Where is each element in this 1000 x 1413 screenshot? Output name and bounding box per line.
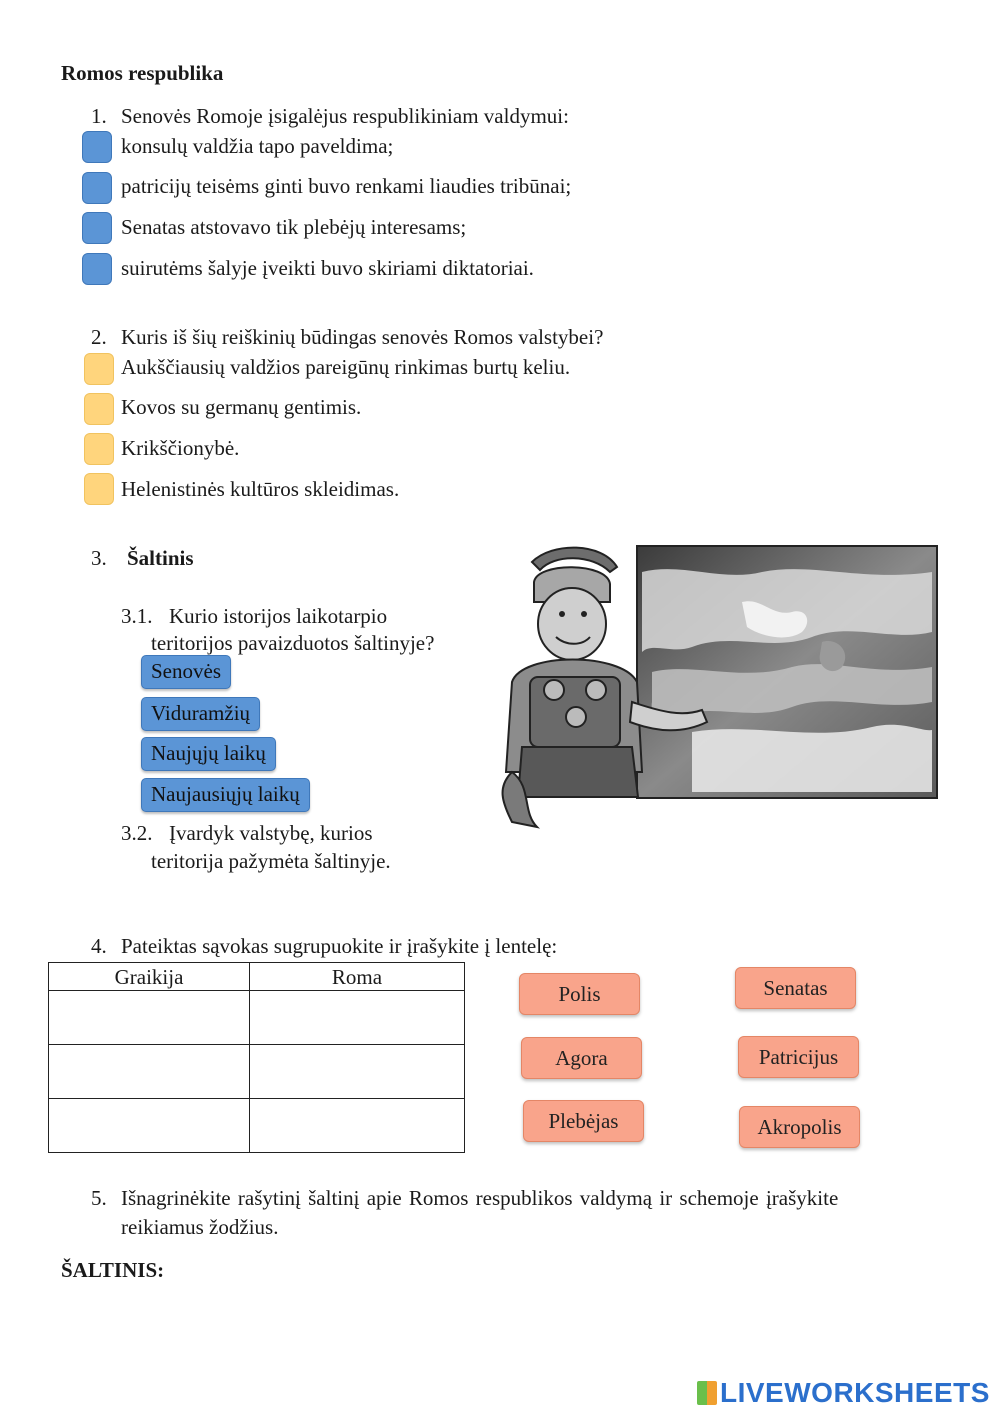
q31-question-line2: teritorijos pavaizduotos šaltinyje? bbox=[151, 631, 435, 655]
q31-option-1[interactable]: Senovės bbox=[141, 655, 231, 689]
q32-question-line1: Įvardyk valstybę, kurios bbox=[169, 821, 373, 845]
drag-tag-senatas[interactable]: Senatas bbox=[735, 967, 856, 1009]
q1-number: 1. bbox=[91, 104, 107, 128]
drag-tag-plebejas[interactable]: Plebėjas bbox=[523, 1100, 644, 1142]
q2-checkbox-1[interactable] bbox=[84, 353, 114, 385]
drop-cell[interactable] bbox=[49, 991, 250, 1045]
q1-option-3: Senatas atstovavo tik plebėjų interesams; bbox=[121, 215, 467, 239]
q2-question: Kuris iš šių reiškinių būdingas senovės Romos valstybei? bbox=[121, 325, 604, 349]
logo-badge-icon bbox=[697, 1381, 717, 1405]
q32-number: 3.2. bbox=[121, 821, 153, 845]
q1-option-4: suirutėms šalyje įveikti buvo skiriami diktatoriai. bbox=[121, 256, 534, 280]
q2-number: 2. bbox=[91, 325, 107, 349]
q1-question: Senovės Romoje įsigalėjus respublikiniam valdymui: bbox=[121, 104, 569, 128]
q1-checkbox-3[interactable] bbox=[82, 212, 112, 244]
drag-tag-akropolis[interactable]: Akropolis bbox=[739, 1106, 860, 1148]
drag-tag-patricijus[interactable]: Patricijus bbox=[738, 1036, 859, 1078]
q5-question-line1: Išnagrinėkite rašytinį šaltinį apie Romos respublikos valdymą ir schemoje įrašykite bbox=[121, 1186, 839, 1210]
liveworksheets-logo bbox=[697, 1377, 990, 1409]
q2-option-3: Krikščionybė. bbox=[121, 436, 240, 460]
q2-option-4: Helenistinės kultūros skleidimas. bbox=[121, 477, 400, 501]
column-header-roma: Roma bbox=[250, 963, 465, 991]
q1-option-1: konsulų valdžia tapo paveldima; bbox=[121, 134, 394, 158]
table-row bbox=[49, 1099, 465, 1153]
q4-question: Pateiktas sąvokas sugrupuokite ir įrašykite į lentelę: bbox=[121, 934, 558, 958]
column-header-graikija: Graikija bbox=[49, 963, 250, 991]
q31-question-line1: Kurio istorijos laikotarpio bbox=[169, 604, 388, 628]
q2-checkbox-2[interactable] bbox=[84, 393, 114, 425]
q4-number: 4. bbox=[91, 934, 107, 958]
grouping-table bbox=[48, 962, 465, 1153]
q31-option-3[interactable]: Naujųjų laikų bbox=[141, 737, 276, 771]
source-heading: ŠALTINIS: bbox=[61, 1258, 165, 1282]
drop-cell[interactable] bbox=[250, 991, 465, 1045]
drop-cell[interactable] bbox=[250, 1099, 465, 1153]
q3-number: 3. bbox=[91, 546, 107, 570]
table-row bbox=[49, 991, 465, 1045]
drag-tag-polis[interactable]: Polis bbox=[519, 973, 640, 1015]
q2-option-2: Kovos su germanų gentimis. bbox=[121, 395, 362, 419]
q3-title: Šaltinis bbox=[127, 546, 194, 570]
map-image bbox=[637, 546, 937, 798]
source-illustration bbox=[492, 542, 942, 832]
drop-cell[interactable] bbox=[49, 1045, 250, 1099]
q1-checkbox-2[interactable] bbox=[82, 172, 112, 204]
q31-number: 3.1. bbox=[121, 604, 153, 628]
table-row bbox=[49, 1045, 465, 1099]
q1-checkbox-1[interactable] bbox=[82, 131, 112, 163]
q2-checkbox-4[interactable] bbox=[84, 473, 114, 505]
drop-cell[interactable] bbox=[49, 1099, 250, 1153]
q31-option-2[interactable]: Viduramžių bbox=[141, 697, 260, 731]
logo-text: LIVEWORKSHEETS bbox=[720, 1377, 990, 1408]
page-title: Romos respublika bbox=[61, 61, 224, 85]
q2-checkbox-3[interactable] bbox=[84, 433, 114, 465]
q1-checkbox-4[interactable] bbox=[82, 253, 112, 285]
q5-question-line2: reikiamus žodžius. bbox=[121, 1215, 279, 1239]
drop-cell[interactable] bbox=[250, 1045, 465, 1099]
drag-tag-agora[interactable]: Agora bbox=[521, 1037, 642, 1079]
q31-option-4[interactable]: Naujausiųjų laikų bbox=[141, 778, 310, 812]
q32-question-line2: teritorija pažymėta šaltinyje. bbox=[151, 849, 391, 873]
q2-option-1: Aukščiausių valdžios pareigūnų rinkimas burtų keliu. bbox=[121, 355, 571, 379]
q1-option-2: patricijų teisėms ginti buvo renkami liaudies tribūnai; bbox=[121, 174, 572, 198]
q5-number: 5. bbox=[91, 1186, 107, 1210]
